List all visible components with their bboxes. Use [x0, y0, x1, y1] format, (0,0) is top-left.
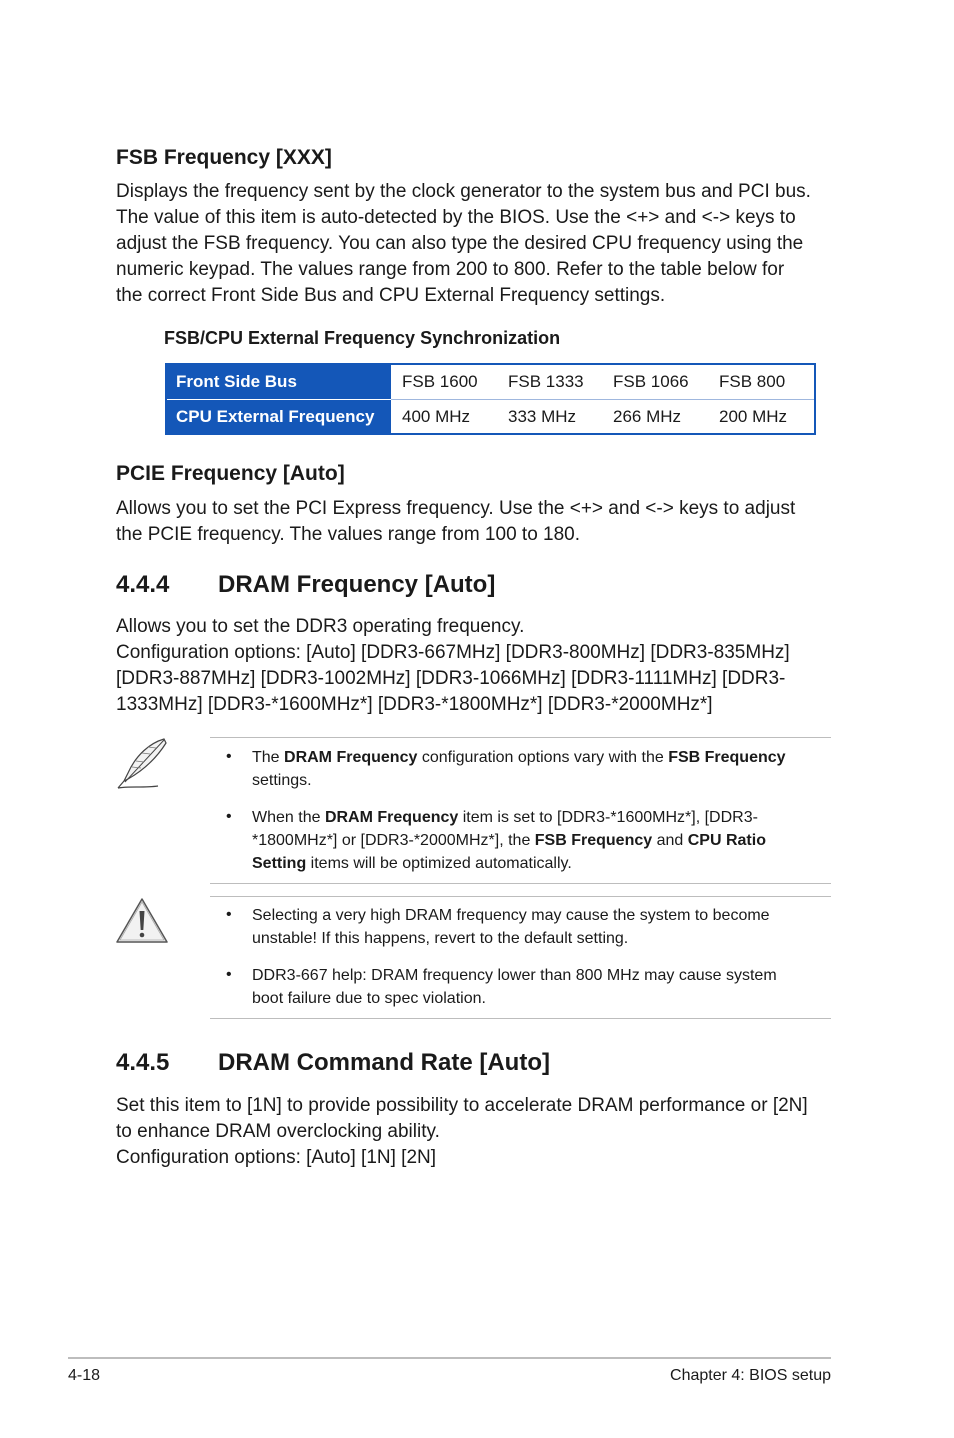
text-line: DDR3-667 help: DRAM frequency lower than 800 MHz may cause system	[252, 967, 777, 984]
bullet: •	[226, 906, 232, 923]
text-line: boot failure due to spec violation.	[252, 990, 486, 1007]
text-line: to enhance DRAM overclocking ability.	[116, 1121, 440, 1142]
text-line: 1333MHz] [DDR3-*1600MHz*] [DDR3-*1800MHz*] [DDR3-*2000MHz*]	[116, 694, 713, 715]
text-line: Selecting a very high DRAM frequency may cause the system to become	[252, 907, 770, 924]
table-row	[167, 400, 814, 434]
pcie-frequency-heading: PCIE Frequency [Auto]	[116, 462, 345, 485]
bold-term: Setting	[252, 855, 307, 872]
text: items will be optimized automatically.	[306, 855, 572, 872]
text-line: Set this item to [1N] to provide possibility to accelerate DRAM performance or [2N]	[116, 1095, 808, 1116]
chapter-title: Chapter 4: BIOS setup	[670, 1367, 831, 1384]
section-title-dram-frequency: DRAM Frequency [Auto]	[218, 571, 496, 598]
fsb-cpu-frequency-table	[165, 363, 816, 435]
section-title-dram-command-rate: DRAM Command Rate [Auto]	[218, 1049, 550, 1076]
note-bottom-rule	[210, 883, 831, 884]
caution-top-rule	[210, 896, 831, 897]
text-line: Displays the frequency sent by the clock generator to the system bus and PCI bus.	[116, 181, 811, 202]
text: configuration options vary with the	[417, 749, 669, 766]
text-line: Configuration options: [Auto] [1N] [2N]	[116, 1147, 437, 1168]
text: settings.	[252, 772, 312, 789]
text-line: unstable! If this happens, revert to the default setting.	[252, 930, 629, 947]
bold-term: FSB Frequency	[668, 749, 786, 766]
section-number: 4.4.4	[116, 571, 170, 598]
page-number: 4-18	[68, 1367, 101, 1384]
text: The	[252, 749, 285, 766]
bold-term: CPU Ratio	[687, 832, 766, 849]
note-top-rule	[210, 737, 831, 738]
text-line: The value of this item is auto-detected by the BIOS. Use the <+> and <-> keys to	[116, 207, 796, 228]
dram-frequency-description	[116, 614, 836, 718]
footer-rule	[68, 1357, 831, 1359]
text-line: the PCIE frequency. The values range from 100 to 180.	[116, 524, 581, 545]
feather-pen-icon	[114, 735, 172, 798]
bold-term: DRAM Frequency	[284, 749, 418, 766]
row-header-front-side-bus: Front Side Bus	[167, 365, 391, 399]
text: item is set to [DDR3-*1600MHz*], [DDR3-	[458, 809, 758, 826]
bold-term: DRAM Frequency	[324, 809, 459, 826]
text-line: the correct Front Side Bus and CPU External Frequency settings.	[116, 285, 666, 306]
dram-command-rate-description	[116, 1093, 846, 1171]
table-cell: 400 MHz	[402, 407, 471, 426]
warning-triangle-icon	[114, 896, 170, 951]
row-header-cpu-external-frequency: CPU External Frequency	[167, 400, 391, 434]
pcie-frequency-description	[116, 496, 836, 548]
table-caption: FSB/CPU External Frequency Synchronization	[164, 328, 561, 348]
bullet: •	[226, 808, 232, 825]
text-line: Allows you to set the DDR3 operating frequency.	[116, 616, 525, 637]
table-cell: FSB 1066	[613, 372, 689, 391]
caution-bottom-rule	[210, 1018, 831, 1019]
table-row	[167, 365, 814, 399]
table-cell: FSB 1600	[402, 372, 478, 391]
text: *1800MHz*] or [DDR3-*2000MHz*], the	[252, 832, 535, 849]
text-line: [DDR3-887MHz] [DDR3-1002MHz] [DDR3-1066MHz] [DDR3-1111MHz] [DDR3-	[116, 668, 786, 689]
caution-bullet-1	[252, 904, 832, 950]
table-cell: FSB 800	[719, 372, 786, 391]
section-number: 4.4.5	[116, 1049, 170, 1076]
text-line: Allows you to set the PCI Express frequency. Use the <+> and <-> keys to adjust	[116, 498, 796, 519]
bullet: •	[226, 966, 232, 983]
fsb-frequency-description	[116, 179, 836, 309]
bullet: •	[226, 748, 232, 765]
caution-bullet-2	[252, 964, 832, 1010]
fsb-frequency-heading: FSB Frequency [XXX]	[116, 146, 332, 169]
note-bullet-1	[252, 746, 832, 792]
text-line: adjust the FSB frequency. You can also type the desired CPU frequency using the	[116, 233, 804, 254]
text-line: numeric keypad. The values range from 200 to 800. Refer to the table below for	[116, 259, 785, 280]
bold-term: FSB Frequency	[534, 832, 653, 849]
note-bullet-2	[252, 806, 832, 875]
table-cell: 333 MHz	[508, 407, 577, 426]
text-line: Configuration options: [Auto] [DDR3-667MHz] [DDR3-800MHz] [DDR3-835MHz]	[116, 642, 790, 663]
text: and	[652, 832, 688, 849]
table-cell: 266 MHz	[613, 407, 682, 426]
table-cell: 200 MHz	[719, 407, 788, 426]
table-cell: FSB 1333	[508, 372, 584, 391]
text: When the	[252, 809, 325, 826]
